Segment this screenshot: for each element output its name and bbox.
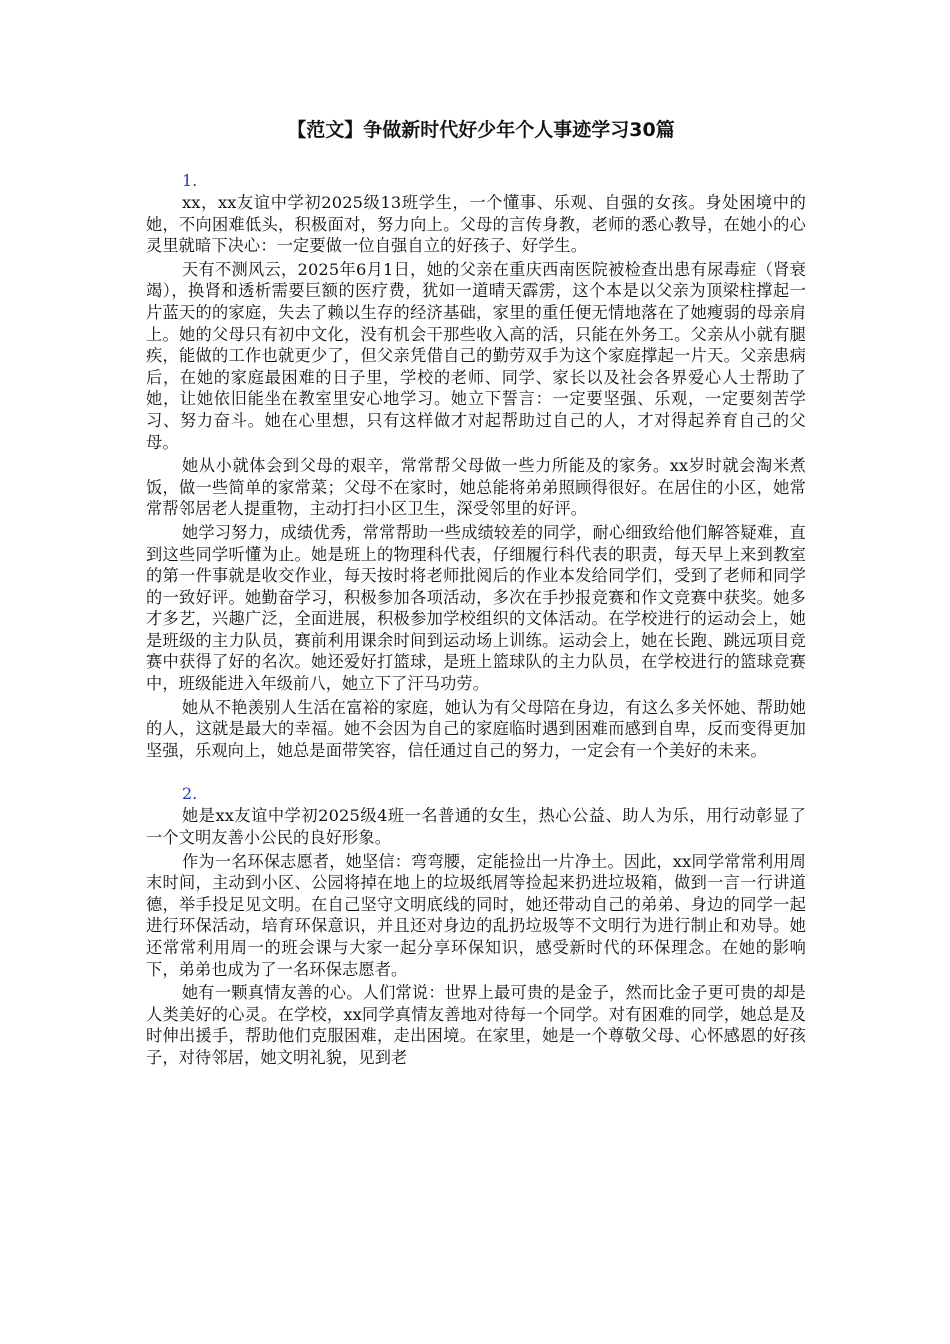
- paragraph: 她从小就体会到父母的艰辛，常常帮父母做一些力所能及的家务。xx岁时就会淘米煮饭，做一些简单的家常菜；父母不在家时，她总能将弟弟照顾得很好。在居住的小区，她常常帮邻居老人提重物，主动打扫小区卫生，深受邻里的好评。: [146, 456, 806, 519]
- document-page: [146, 116, 806, 1071]
- paragraph: 天有不测风云，2025年6月1日，她的父亲在重庆西南医院被检查出患有尿毒症（肾衰竭），换肾和透析需要巨额的医疗费，犹如一道晴天霹雳，这个本是以父亲为顶梁柱撑起一片蓝天的的家庭，失去了赖以生存的经济基础，家里的重任便无情地落在了她瘦弱的母亲肩上。她的父母只有初中文化，没有机会干那些收入高的活，只能在外务工。父亲从小就有腿疾，能做的工作也就更少了，但父亲凭借自己的勤劳双手为这个家庭撑起一片天。父亲患病后，在她的家庭最困难的日子里，学校的老师、同学、家长以及社会各界爱心人士帮助了她，让她依旧能坐在教室里安心地学习。她立下誓言：一定要坚强、乐观，一定要刻苦学习、努力奋斗。她在心里想，只有这样做才对起帮助过自己的人，才对得起养育自己的父母。: [146, 259, 806, 452]
- paragraph: 她是xx友谊中学初2025级4班一名普通的女生，热心公益、助人为乐，用行动彰显了一个文明友善小公民的良好形象。: [146, 806, 806, 848]
- paragraph: 她学习努力，成绩优秀，常常帮助一些成绩较差的同学，耐心细致给他们解答疑难，直到这些同学听懂为止。她是班上的物理科代表，仔细履行科代表的职责，每天早上来到教室的第一件事就是收交作业，每天按时将老师批阅后的作业本发给同学们，受到了老师和同学的一致好评。她勤奋学习，积极参加各项活动，多次在手抄报竞赛和作文竞赛中获奖。她多才多艺，兴趣广泛，全面进展，积极参加学校组织的文体活动。在学校进行的运动会上，她是班级的主力队员，赛前利用课余时间到运动场上训练。运动会上，她在长跑、跳远项目竞赛中获得了好的名次。她还爱好打篮球，是班上篮球队的主力队员，在学校进行的篮球竞赛中，班级能进入年级前八，她立下了汗马功劳。: [146, 522, 806, 694]
- paragraph: xx，xx友谊中学初2025级13班学生，一个懂事、乐观、自强的女孩。身处困境中的她，不向困难低头，积极面对，努力向上。父母的言传身教，老师的悉心教导，在她小的心灵里就暗下决心：一定要做一位自强自立的好孩子、好学生。: [146, 193, 806, 256]
- section-spacer: [146, 763, 806, 783]
- section-2: [146, 783, 806, 1068]
- section-number: 1.: [182, 171, 198, 190]
- paragraph: 作为一名环保志愿者，她坚信：弯弯腰，定能捡出一片净土。因此，xx同学常常利用周末时间，主动到小区、公园将掉在地上的垃圾纸屑等捡起来扔进垃圾箱，做到一言一行讲道德，举手投足见文明。在自己坚守文明底线的同时，她还带动自己的弟弟、身边的同学一起进行环保活动，培育环保意识，并且还对身边的乱扔垃圾等不文明行为进行制止和劝导。她还常常利用周一的班会课与大家一起分享环保知识，感受新时代的环保理念。在她的影响下，弟弟也成为了一名环保志愿者。: [146, 851, 806, 979]
- section-1: [146, 170, 806, 761]
- section-number: 2.: [182, 784, 198, 804]
- document-title: 【范文】争做新时代好少年个人事迹学习30篇: [287, 119, 675, 141]
- paragraph: 她从不艳羡别人生活在富裕的家庭，她认为有父母陪在身边，有这么多关怀她、帮助她的人，这就是最大的幸福。她不会因为自己的家庭临时遇到困难而感到自卑，反而变得更加坚强，乐观向上，她总是面带笑容，信任通过自己的努力，一定会有一个美好的未来。: [146, 697, 806, 760]
- paragraph: 她有一颗真情友善的心。人们常说：世界上最可贵的是金子，然而比金子更可贵的却是人类美好的心灵。在学校，xx同学真情友善地对待每一个同学。对有困难的同学，她总是及时伸出援手，帮助他们克服困难，走出困境。在家里，她是一个尊敬父母、心怀感恩的好孩子，对待邻居，她文明礼貌，见到老: [146, 983, 806, 1067]
